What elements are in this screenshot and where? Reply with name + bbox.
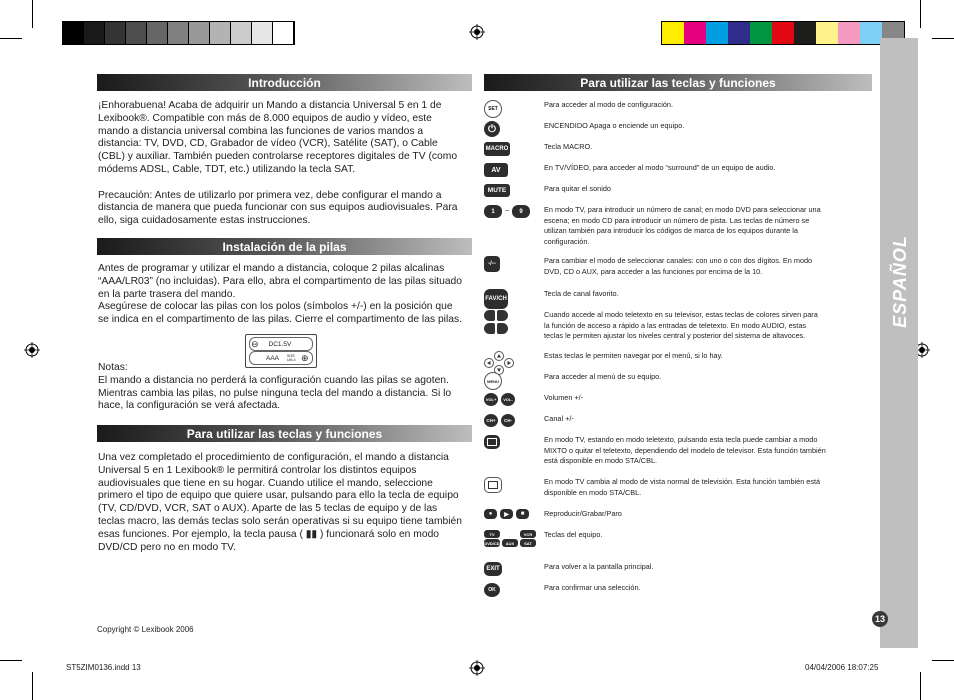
- gray-swatch: [273, 22, 294, 44]
- text-line: distancia de manera que pueda funcionar con sus equipos audiovisuales. Para: [98, 202, 458, 214]
- key-glyph: [484, 323, 495, 334]
- key-description: [544, 310, 862, 342]
- color-swatch: [860, 22, 882, 44]
- set-button-icon[interactable]: [484, 100, 502, 118]
- text-line: En modo TV, estando en modo teletexto, pulsando esta tecla puede cambiar a modo: [544, 435, 818, 444]
- text-line: ¡Enhorabuena! Acaba de adquirir un Mando a distancia Universal 5 en 1 de: [98, 100, 442, 111]
- text-line: se indica en el compartimento de las pilas. Cierre el compartimento de las pilas.: [98, 314, 462, 326]
- key-glyph: [487, 438, 497, 446]
- tv-view-button-icon[interactable]: [484, 477, 502, 493]
- color-swatch: [772, 22, 794, 44]
- transport-keys-icon[interactable]: [484, 509, 529, 519]
- text-line: En TV/VÍDEO, para acceder al modo “surround” de un equipo de audio.: [544, 163, 776, 172]
- key-description: [544, 414, 862, 425]
- gray-swatch: [189, 22, 210, 44]
- text-line: DVD, CD o AUX, para acceder a las funciones por encima de la 10.: [544, 266, 763, 276]
- color-swatch: [662, 22, 684, 44]
- key-glyph: [484, 310, 495, 321]
- color-swatch: [838, 22, 860, 44]
- key-glyph: EXIT: [484, 562, 502, 576]
- key-description: [544, 351, 862, 362]
- intro-heading: Introducción: [97, 74, 472, 91]
- text-line: [98, 177, 478, 190]
- teletext-mix-button-icon[interactable]: [484, 435, 500, 449]
- crop-mark: [0, 660, 22, 661]
- gray-swatch: [210, 22, 231, 44]
- color-swatch: [684, 22, 706, 44]
- favorite-channel-button-icon[interactable]: [484, 289, 508, 309]
- text-line: (CBL) y auxiliar. También pueden controlarse receptores digitales de TV (como: [98, 151, 458, 163]
- channel-keys-icon[interactable]: [484, 414, 515, 427]
- key-description: [544, 530, 862, 541]
- text-line: Antes de programar y utilizar el mando a distancia, coloque 2 pilas alcalinas: [98, 263, 445, 274]
- key-glyph: ~: [505, 208, 510, 215]
- crop-mark: [932, 660, 954, 661]
- gray-swatch: [252, 22, 273, 44]
- text-line: Para acceder al menú de su equipo.: [544, 372, 662, 381]
- volume-keys-icon[interactable]: [484, 393, 515, 406]
- text-line: teclas le permiten ajustar los niveles central y posterior del sistema de altavoces.: [544, 331, 806, 341]
- av-button-icon[interactable]: [484, 163, 508, 177]
- process-color-bar: [661, 21, 905, 45]
- key-description: [544, 583, 862, 594]
- number-keys-icon[interactable]: [484, 205, 530, 218]
- text-line: Para acceder al modo de configuración.: [544, 100, 673, 109]
- gray-swatch: [231, 22, 252, 44]
- crop-mark: [920, 0, 921, 28]
- text-line: Notas:: [98, 362, 128, 373]
- crop-mark: [932, 38, 954, 39]
- teletext-color-keys-icon[interactable]: [484, 310, 508, 334]
- text-line: Lexibook®. Compatible con más de 8.000 equipos de audio y vídeo, este: [98, 112, 432, 124]
- text-line: escena; en modo CD para introducir un número de pista. Las teclas de número se: [544, 215, 810, 225]
- macro-button-icon[interactable]: [484, 142, 510, 156]
- text-line: Mientras cambia las pilas, no pulse ninguna tecla del mando a distancia. Si lo: [98, 387, 452, 399]
- text-line: disponible en modo STA/CBL.: [544, 487, 642, 497]
- registration-mark-icon: [469, 24, 485, 40]
- footer-file-name: ST5ZIM0136.indd 13: [66, 663, 141, 672]
- text-line: módems ADSL, Cable, TDT, etc.) utilizando la tecla SAT.: [98, 163, 356, 175]
- keys-heading-right: Para utilizar las teclas y funciones: [484, 74, 872, 91]
- key-description: [544, 289, 862, 300]
- crop-mark: [32, 0, 33, 28]
- key-glyph: DVD/CD: [484, 540, 500, 546]
- language-side-tab: [880, 38, 918, 648]
- text-line: MIXTO o quitar el teletexto, dependiendo del modelo de televisor. Esta función también: [544, 445, 826, 455]
- copyright: Copyright © Lexibook 2006: [97, 625, 194, 634]
- text-line: Teclas del equipo.: [544, 530, 603, 539]
- ok-button-icon[interactable]: [484, 583, 500, 597]
- device-keys-icon[interactable]: [484, 530, 536, 547]
- menu-button-icon[interactable]: [484, 372, 502, 390]
- gray-swatch: [126, 22, 147, 44]
- text-line: hace, la configuración se verá afectada.: [98, 400, 281, 412]
- text-line: (TV, CD/DVD, VCR, SAT o AUX). Aparte de las 5 teclas de equipo y de las: [98, 503, 438, 515]
- text-line: ello, siga cuidadosamente estas instrucciones.: [98, 215, 311, 227]
- key-glyph: 9: [512, 205, 530, 218]
- crop-mark: [920, 672, 921, 700]
- key-glyph: ⏻: [484, 121, 500, 137]
- battery-cell-top: [249, 337, 313, 351]
- key-glyph: [484, 435, 500, 449]
- text-line: Asegúrese de colocar las pilas con los polos (símbolos +/-) en la posición que: [98, 301, 453, 313]
- key-description: [544, 435, 862, 467]
- text-line: Para cambiar el modo de seleccionar canales: con uno o con dos dígitos. En modo: [544, 256, 813, 265]
- key-description: [544, 562, 862, 573]
- gray-swatch: [105, 22, 126, 44]
- key-glyph: SAT: [520, 539, 536, 547]
- gray-swatch: [168, 22, 189, 44]
- key-glyph: ●: [484, 509, 497, 519]
- text-line: ENCENDIDO Apaga o enciende un equipo.: [544, 121, 685, 130]
- plus-icon: ⊕: [301, 352, 309, 363]
- text-line: Reproducir/Grabar/Paro: [544, 509, 622, 518]
- key-description: [544, 393, 862, 404]
- text-line: Precaución: Antes de utilizarlo por primera vez, debe configurar el mando a: [98, 189, 442, 201]
- key-glyph: MENU: [484, 372, 502, 390]
- color-swatch: [750, 22, 772, 44]
- key-description: [544, 121, 862, 132]
- battery-type-label: SIZE UM-4: [287, 354, 296, 362]
- key-description: [544, 163, 862, 174]
- text-line: la función de acceso a rápido a las entradas de teletexto. En modo AUDIO, estas: [544, 320, 807, 330]
- batteries-paragraph: [98, 263, 478, 327]
- key-description: [544, 256, 862, 277]
- text-line: Canal +/-: [544, 414, 574, 423]
- language-label: ESPAÑOL: [889, 234, 910, 328]
- key-glyph: [497, 323, 508, 334]
- battery-size-label: AAA: [266, 354, 280, 362]
- text-line: audiovisuales que tiene en su hogar. Cuando utilice el mando, seleccione: [98, 477, 433, 489]
- text-line: Para confirmar una selección.: [544, 583, 641, 592]
- text-line: mando a distancia universal combina las funciones de varios mandos a: [98, 125, 424, 137]
- footer-date: 04/04/2006 18:07:25: [805, 663, 879, 672]
- keys-heading-left: Para utilizar las teclas y funciones: [97, 425, 472, 442]
- text-line: en la parte trasera del mando.: [98, 288, 236, 300]
- text-line: distancia: TV, DVD, CD, Grabador de vídeo (VCR), Satélite (SAT), o Cable: [98, 138, 438, 150]
- intro-paragraph: [98, 100, 478, 228]
- key-glyph: VCR: [520, 530, 536, 538]
- key-glyph: AV: [484, 163, 508, 177]
- key-glyph: VOL+: [484, 393, 498, 406]
- key-glyph: SET: [484, 100, 502, 118]
- key-glyph: [484, 477, 502, 493]
- text-line: Universal 5 en 1 Lexibook® le permitirá controlar los distintos equipos: [98, 464, 417, 476]
- key-glyph: MUTE: [484, 184, 510, 197]
- text-line: DVD/CD pero no en modo TV.: [98, 541, 236, 553]
- power-button-icon[interactable]: [484, 121, 500, 137]
- text-line: Estas teclas le permiten navegar por el menú, si lo hay.: [544, 351, 723, 360]
- registration-mark-icon: [469, 660, 485, 676]
- notes-paragraph: [98, 362, 478, 413]
- text-line: En modo TV, para introducir un número de canal; en modo DVD para seleccionar una: [544, 205, 821, 214]
- text-line: Para quitar el sonido: [544, 184, 611, 193]
- minus-icon: ⊖: [251, 338, 259, 349]
- text-line: “AAA/LR03” (no incluidas). Para ello, abra el compartimento de las pilas situado: [98, 275, 463, 287]
- page-number: 13: [872, 611, 888, 627]
- text-line: El mando a distancia no perderá la configuración cuando las pilas se agoten.: [98, 374, 449, 386]
- text-line: Tecla de canal favorito.: [544, 289, 619, 298]
- key-description: [544, 184, 862, 195]
- key-description: [544, 372, 862, 383]
- key-description: [544, 509, 862, 520]
- color-swatch: [728, 22, 750, 44]
- key-glyph: CH-: [501, 414, 515, 427]
- text-line: está disponible en modo STA/CBL.: [544, 456, 658, 466]
- text-line: Una vez completado el procedimiento de configuración, el mando a distancia: [98, 452, 449, 463]
- key-glyph: [497, 310, 508, 321]
- crop-mark: [32, 672, 33, 700]
- gray-swatch: [147, 22, 168, 44]
- key-glyph: AUX: [502, 539, 518, 547]
- gray-swatch: [84, 22, 105, 44]
- batteries-heading: Instalación de la pilas: [97, 238, 472, 255]
- text-line: Para volver a la pantalla principal.: [544, 562, 654, 571]
- key-glyph: TV: [484, 530, 500, 538]
- key-glyph: ■: [516, 509, 529, 519]
- digit-mode-button-icon[interactable]: [484, 256, 500, 272]
- key-glyph: [488, 481, 498, 489]
- text-line: En modo TV cambia al modo de vista normal de televisión. Esta función también está: [544, 477, 821, 486]
- key-glyph: OK: [484, 583, 500, 597]
- key-glyph: VOL-: [501, 393, 515, 406]
- color-swatch: [794, 22, 816, 44]
- crop-mark: [0, 38, 22, 39]
- battery-voltage-label: DC1.5V: [268, 340, 292, 348]
- exit-button-icon[interactable]: [484, 562, 502, 576]
- key-glyph: FAV/CH: [484, 289, 508, 309]
- key-glyph: 1: [484, 205, 502, 218]
- color-swatch: [706, 22, 728, 44]
- gray-swatch: [63, 22, 84, 44]
- key-description: [544, 205, 862, 247]
- text-line: esas funciones. Por ejemplo, la tecla pausa ( ▮▮ ) funcionará solo en modo: [98, 528, 440, 540]
- key-description: [544, 142, 862, 153]
- keys-paragraph: [98, 452, 478, 554]
- key-glyph: ▶: [500, 509, 513, 519]
- key-description: [544, 477, 862, 498]
- registration-mark-icon: [24, 342, 40, 358]
- text-line: Cuando accede al modo teletexto en su televisor, estas teclas de colores sirven para: [544, 310, 818, 319]
- mute-button-icon[interactable]: [484, 184, 510, 197]
- key-glyph: MACRO: [484, 142, 510, 156]
- text-line: Volumen +/-: [544, 393, 584, 402]
- text-line: teclas macro, las demás teclas solo serán operativas si su equipo tiene también: [98, 515, 463, 527]
- grayscale-color-bar: [62, 21, 295, 45]
- key-description: [544, 100, 862, 111]
- key-glyph: -/--: [484, 256, 500, 272]
- text-line: configuración.: [544, 236, 590, 246]
- text-line: Tecla MACRO.: [544, 142, 593, 151]
- key-glyph: CH+: [484, 414, 498, 427]
- color-swatch: [816, 22, 838, 44]
- text-line: utilizan también para introducir los códigos de marca de los equipos durante la: [544, 226, 798, 236]
- text-line: primero el tipo de equipo que quiere usar, pulsando para ello la tecla de equipo: [98, 490, 459, 502]
